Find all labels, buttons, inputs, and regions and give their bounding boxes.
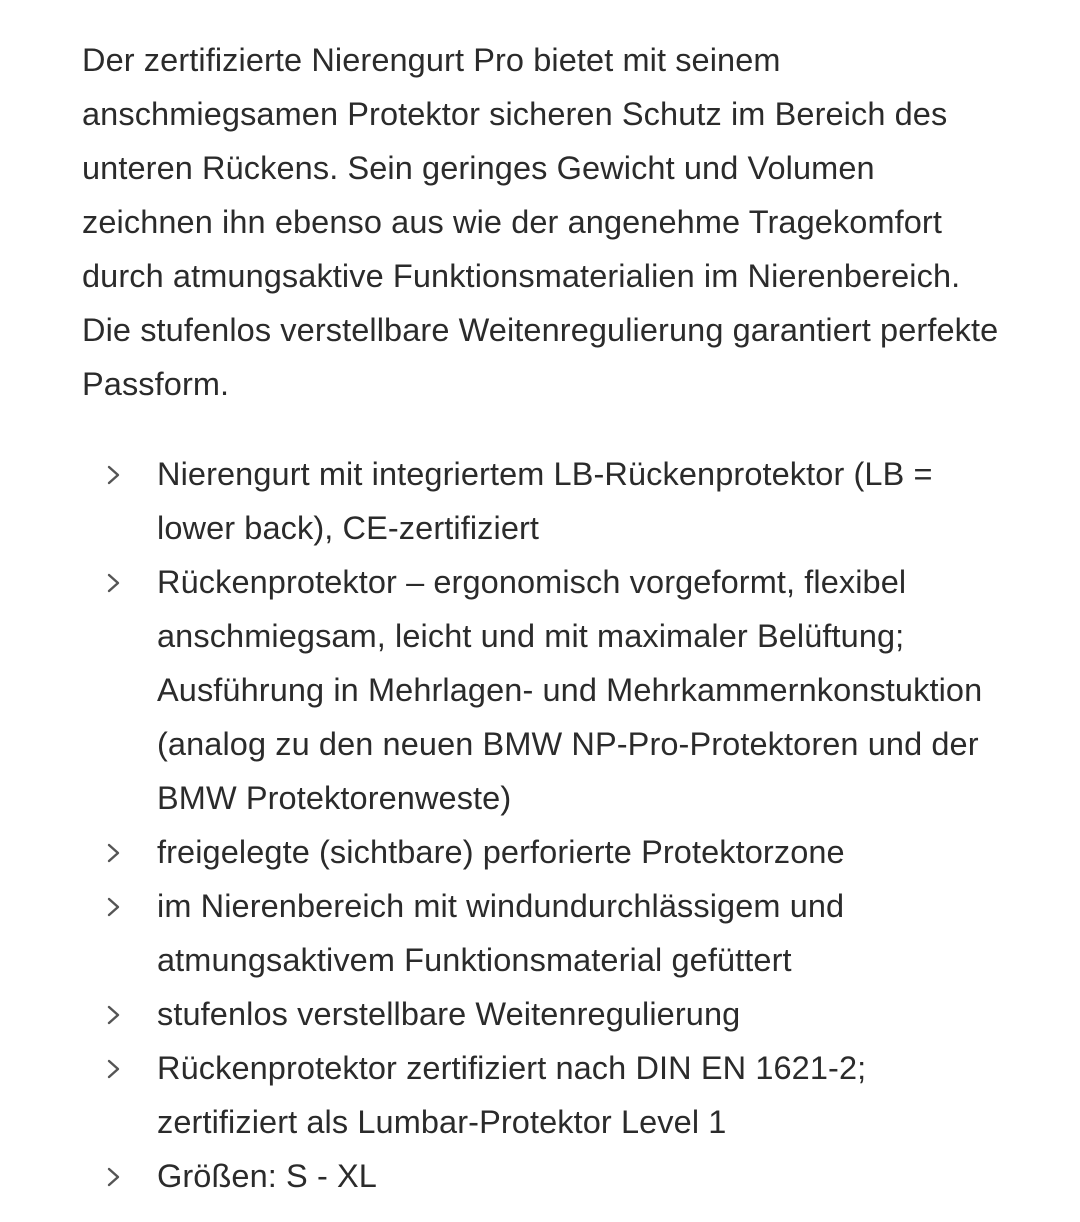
chevron-right-icon	[107, 897, 121, 917]
list-item	[82, 879, 1012, 987]
list-item-text: Nierengurt mit integriertem LB-Rückenprotektor (LB = lower back), CE-zertifiziert	[157, 456, 933, 546]
chevron-right-icon	[107, 1059, 121, 1079]
list-item-text: im Nierenbereich mit windundurchlässigem und atmungsaktivem Funktionsmaterial gefüttert	[157, 888, 845, 978]
list-item	[82, 555, 1012, 825]
chevron-right-icon	[107, 843, 121, 863]
list-item	[82, 825, 1012, 879]
chevron-right-icon	[107, 573, 121, 593]
product-description	[82, 33, 1012, 1203]
list-item	[82, 1041, 1012, 1149]
intro-paragraph: Der zertifizierte Nierengurt Pro bietet mit seinem anschmiegsamen Protektor sicheren Schutz im Bereich des unteren Rückens. Sein geringes Gewicht und Volumen zeichnen ihn ebenso aus wie der angenehme Tragekomfort durch atmungsaktive Funktionsmaterialien im Nierenbereich. Die stufenlos verstellbare Weitenregulierung garantiert perfekte Passform.	[82, 42, 999, 402]
chevron-right-icon	[107, 1167, 121, 1187]
chevron-right-icon	[107, 465, 121, 485]
list-item-text: freigelegte (sichtbare) perforierte Protektorzone	[157, 834, 845, 870]
list-item-text: Rückenprotektor zertifiziert nach DIN EN 1621-2; zertifiziert als Lumbar-Protektor Level 1	[157, 1050, 867, 1140]
list-item-text: Größen: S - XL	[157, 1158, 377, 1194]
list-item	[82, 1149, 1012, 1203]
list-item-text: Rückenprotektor – ergonomisch vorgeformt, flexibel anschmiegsam, leicht und mit maximaler Belüftung; Ausführung in Mehrlagen- und Mehrkammernkonstuktion (analog zu den neuen BMW NP-Pro-Protektoren und der BMW Protektorenweste)	[157, 564, 983, 816]
list-item	[82, 987, 1012, 1041]
chevron-right-icon	[107, 1005, 121, 1025]
list-item-text: stufenlos verstellbare Weitenregulierung	[157, 996, 741, 1032]
list-item	[82, 447, 1012, 555]
feature-list	[82, 447, 1012, 1203]
